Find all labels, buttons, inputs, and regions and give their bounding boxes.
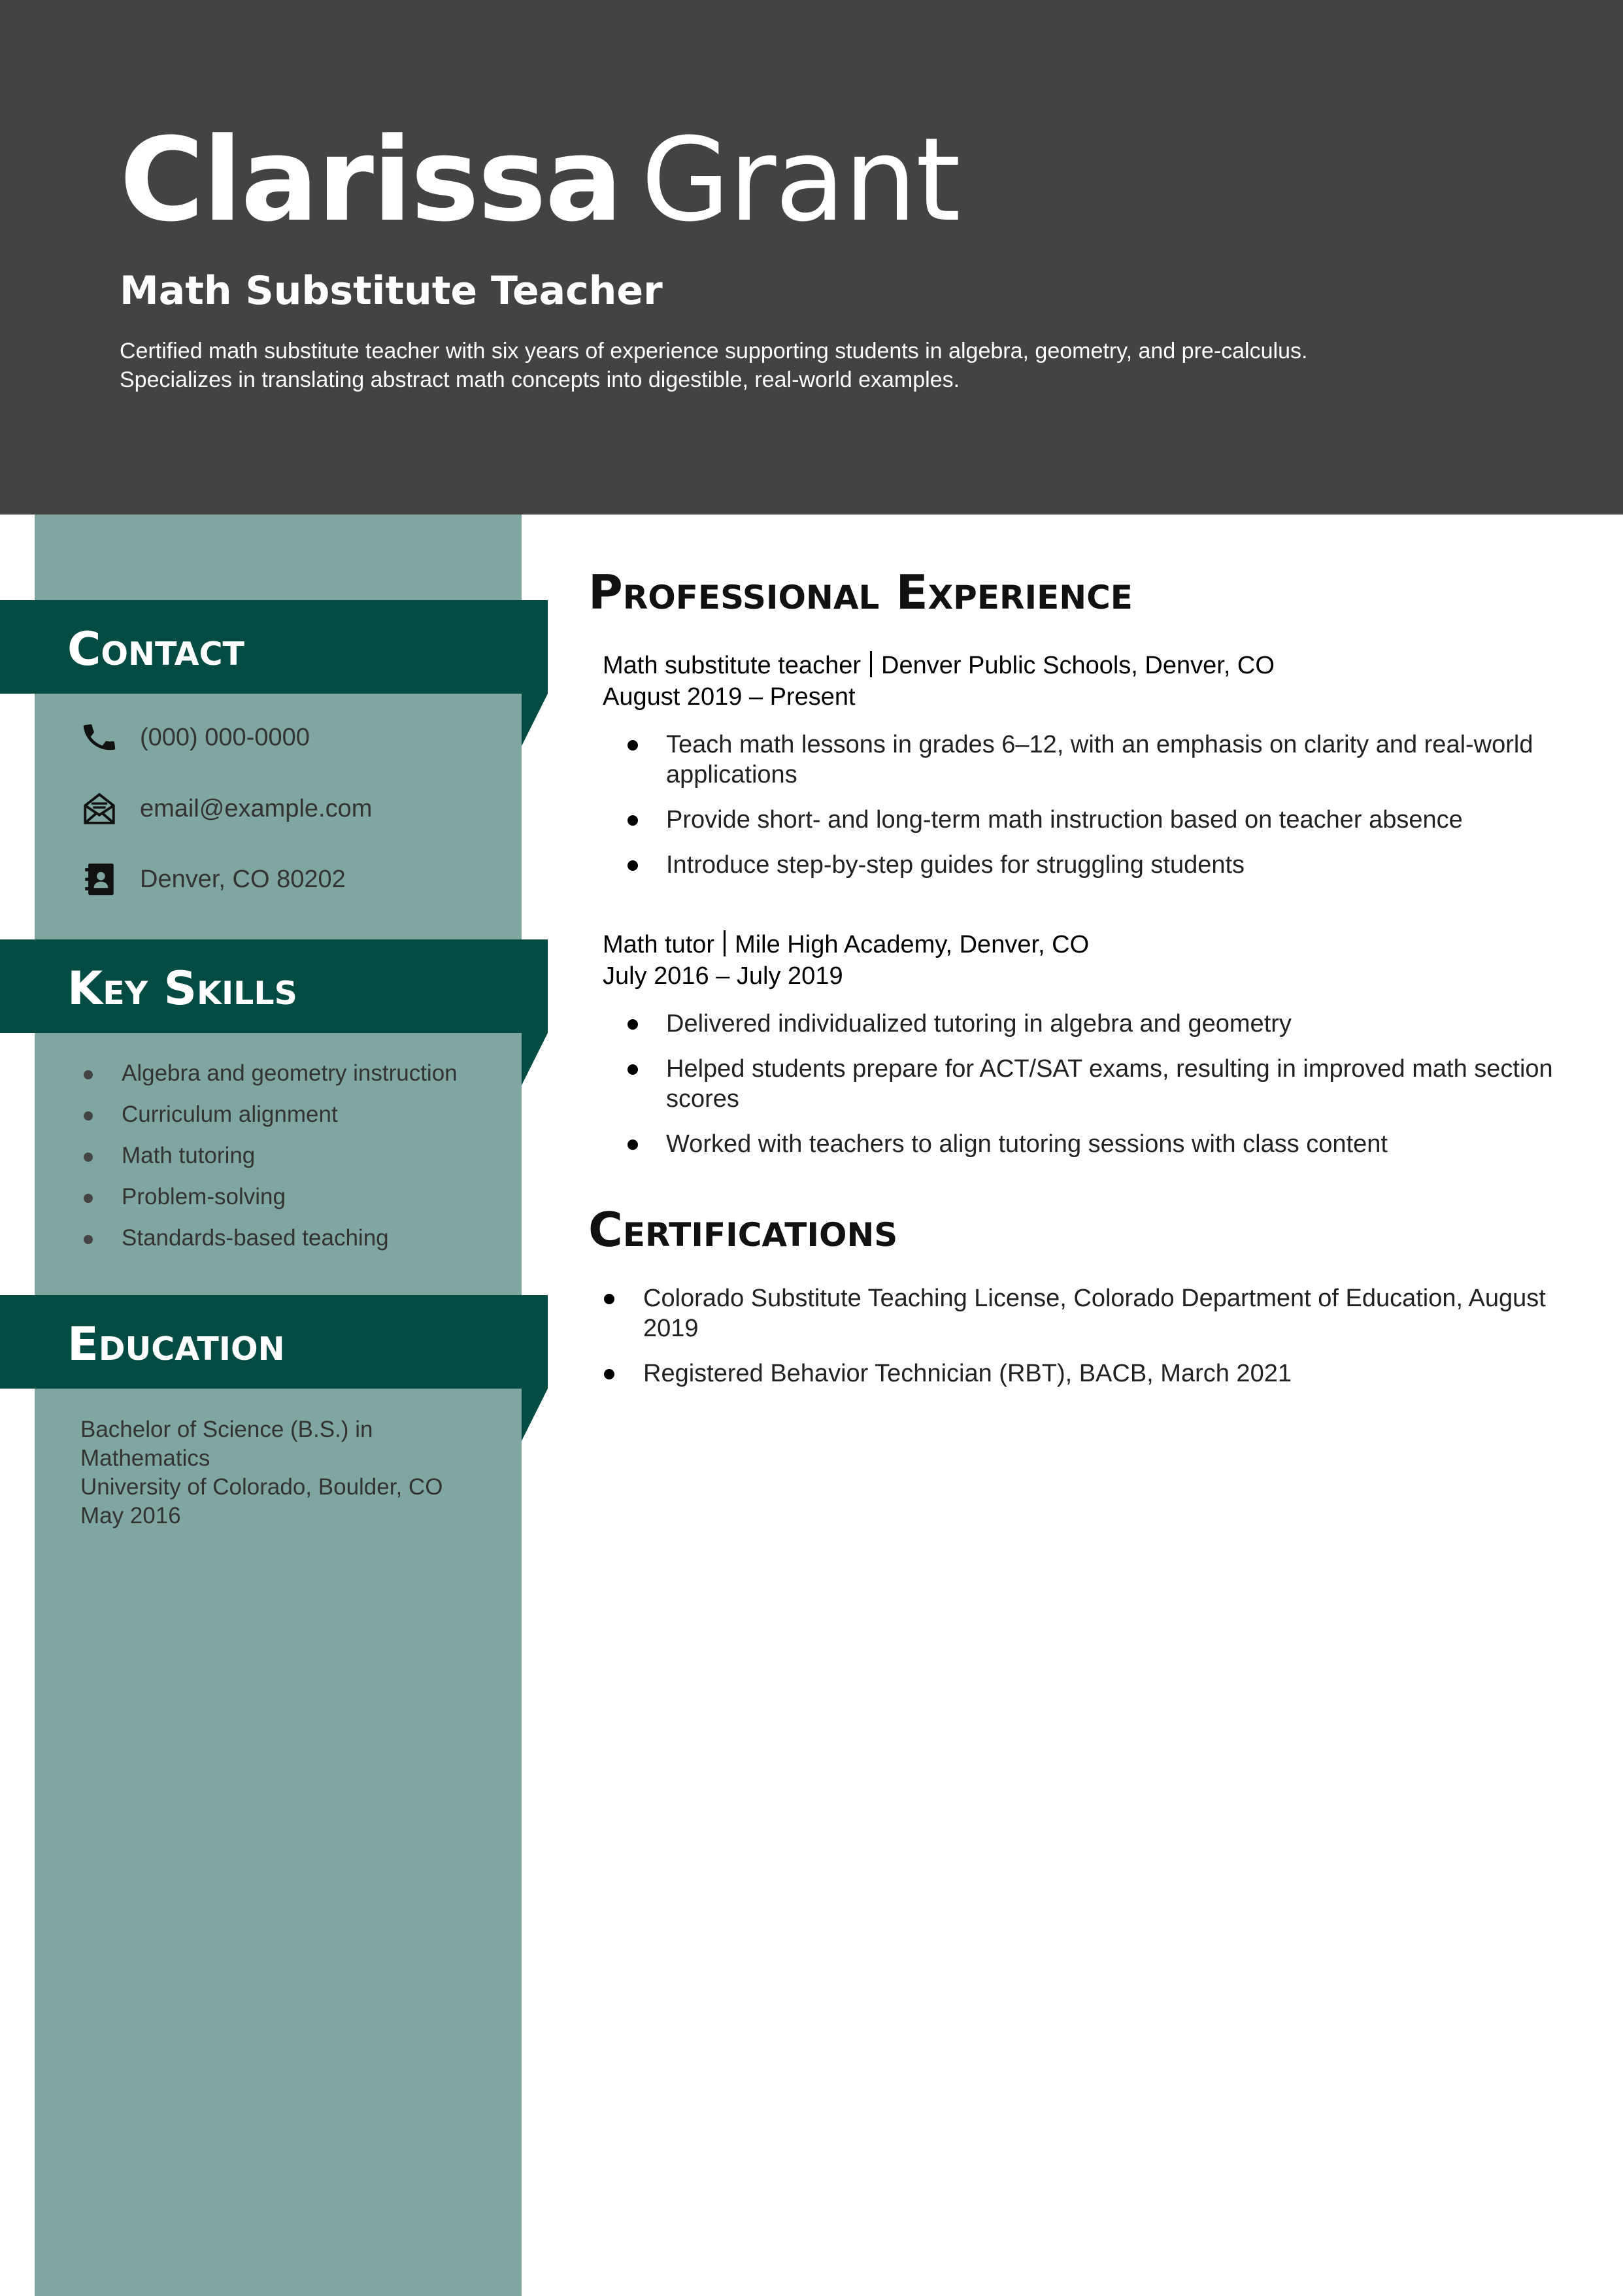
job-bullet: Introduce step-by-step guides for struggling students — [603, 850, 1557, 880]
skill-item: Math tutoring — [78, 1135, 458, 1176]
job-employer: Denver Public Schools, Denver, CO — [881, 652, 1275, 679]
sidebar — [35, 515, 522, 2296]
cert-bullets — [580, 1283, 1561, 1389]
envelope-icon — [78, 788, 120, 830]
degree: Bachelor of Science (B.S.) in — [80, 1417, 373, 1442]
cert-item: Colorado Substitute Teaching License, Colorado Department of Education, August 2019 — [580, 1283, 1561, 1343]
summary-line: Specializes in translating abstract math concepts into digestible, real-world examples. — [120, 367, 960, 392]
school: University of Colorado, Boulder, CO — [80, 1474, 443, 1500]
job-role-line — [603, 650, 1557, 681]
skill-item: Problem-solving — [78, 1176, 458, 1217]
skill-item: Algebra and geometry instruction — [78, 1053, 458, 1094]
skill-item: Curriculum alignment — [78, 1094, 458, 1135]
band-fold-decoration — [522, 1389, 548, 1441]
header-banner — [0, 0, 1623, 515]
band-fold-decoration — [522, 1033, 548, 1085]
education-heading: Education — [67, 1317, 285, 1371]
cert-item: Registered Behavior Technician (RBT), BACB, March 2021 — [580, 1359, 1561, 1389]
contact-phone — [78, 717, 310, 758]
skill-item: Standards-based teaching — [78, 1217, 458, 1258]
candidate-name — [120, 113, 960, 247]
contact-location — [78, 858, 346, 900]
skills-heading: Key Skills — [67, 962, 297, 1015]
job-entry — [603, 929, 1557, 1174]
graduation-date: May 2016 — [80, 1503, 181, 1528]
job-employer: Mile High Academy, Denver, CO — [735, 931, 1090, 958]
job-role: Math tutor — [603, 931, 715, 958]
summary — [120, 337, 1525, 394]
skills-heading-band — [0, 939, 548, 1033]
education-entry — [80, 1415, 443, 1530]
job-role-line — [603, 929, 1557, 960]
job-title: Math Substitute Teacher — [120, 268, 663, 314]
job-bullets — [603, 730, 1557, 880]
job-role: Math substitute teacher — [603, 652, 861, 679]
band-fold-decoration — [522, 694, 548, 746]
job-dates: July 2016 – July 2019 — [603, 962, 843, 990]
certifications-list — [580, 1283, 1561, 1404]
skills-list — [78, 1053, 458, 1258]
email-address[interactable]: email@example.com — [140, 794, 373, 822]
address-book-icon — [78, 858, 120, 900]
phone-icon — [78, 717, 120, 758]
contact-heading: Contact — [67, 622, 244, 676]
job-bullet: Delivered individualized tutoring in algebra and geometry — [603, 1009, 1557, 1039]
summary-line: Certified math substitute teacher with six years of experience supporting students in algebra, geometry, and pre-calculus. — [120, 339, 1308, 363]
location: Denver, CO 80202 — [140, 865, 346, 893]
contact-heading-band — [0, 600, 548, 694]
job-bullet: Worked with teachers to align tutoring sessions with class content — [603, 1129, 1557, 1159]
certifications-heading: Certifications — [588, 1202, 898, 1257]
job-dates: August 2019 – Present — [603, 683, 856, 711]
separator — [724, 930, 726, 956]
job-bullet: Provide short- and long-term math instruction based on teacher absence — [603, 805, 1557, 835]
job-bullet: Helped students prepare for ACT/SAT exams, resulting in improved math section scores — [603, 1054, 1557, 1114]
job-bullet: Teach math lessons in grades 6–12, with an emphasis on clarity and real-world applications — [603, 730, 1557, 790]
education-heading-band — [0, 1295, 548, 1389]
job-entry — [603, 650, 1557, 895]
job-bullets — [603, 1009, 1557, 1159]
contact-email — [78, 788, 372, 830]
last-name: Grant — [641, 113, 960, 247]
phone-number[interactable]: (000) 000-0000 — [140, 723, 310, 751]
first-name: Clarissa — [120, 113, 622, 247]
experience-heading: Professional Experience — [588, 565, 1133, 620]
separator — [870, 651, 872, 677]
degree-field: Mathematics — [80, 1445, 210, 1471]
